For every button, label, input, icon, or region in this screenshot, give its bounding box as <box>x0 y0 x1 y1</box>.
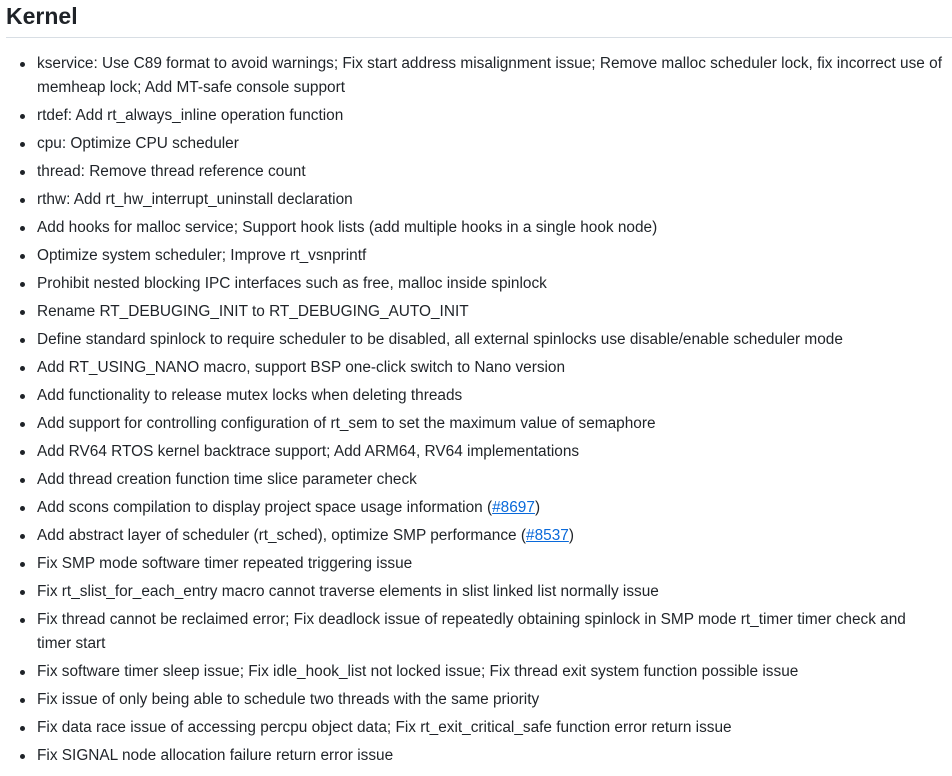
list-item-text: Fix rt_slist_for_each_entry macro cannot traverse elements in slist linked list normally issue <box>37 583 659 600</box>
list-item-text: Add hooks for malloc service; Support hook lists (add multiple hooks in a single hook node) <box>37 219 658 236</box>
list-item <box>0 104 952 128</box>
bullet-icon <box>20 450 25 455</box>
list-item-text: Prohibit nested blocking IPC interfaces such as free, malloc inside spinlock <box>37 275 547 292</box>
list-item <box>0 384 952 408</box>
bullet-icon <box>20 534 25 539</box>
bullet-icon <box>20 506 25 511</box>
bullet-icon <box>20 698 25 703</box>
heading-divider <box>6 37 952 38</box>
list-item-text: Fix issue of only being able to schedule two threads with the same priority <box>37 691 540 708</box>
list-item-text: Fix data race issue of accessing percpu object data; Fix rt_exit_critical_safe function error return issue <box>37 719 732 736</box>
list-item-text: Add RV64 RTOS kernel backtrace support; Add ARM64, RV64 implementations <box>37 443 580 460</box>
list-item-text: Fix SIGNAL node allocation failure return error issue <box>37 747 394 764</box>
list-item <box>0 524 952 548</box>
list-item-text-continued: timer start <box>37 635 106 652</box>
list-item <box>0 468 952 492</box>
bullet-icon <box>20 754 25 759</box>
bullet-icon <box>20 226 25 231</box>
list-item-text: Fix thread cannot be reclaimed error; Fix deadlock issue of repeatedly obtaining spinlock in SMP mode rt_timer timer check and <box>37 611 906 628</box>
list-item-text: rthw: Add rt_hw_interrupt_uninstall declaration <box>37 191 353 208</box>
list-item-text: Add support for controlling configuration of rt_sem to set the maximum value of semaphore <box>37 415 656 432</box>
list-item-text: Rename RT_DEBUGING_INIT to RT_DEBUGING_AUTO_INIT <box>37 303 469 320</box>
list-item-text: cpu: Optimize CPU scheduler <box>37 135 239 152</box>
bullet-icon <box>20 198 25 203</box>
bullet-icon <box>20 310 25 315</box>
list-item-text: rtdef: Add rt_always_inline operation function <box>37 107 344 124</box>
bullet-icon <box>20 142 25 147</box>
list-item <box>0 412 952 436</box>
list-item <box>0 160 952 184</box>
list-item <box>0 52 952 100</box>
list-item <box>0 552 952 576</box>
bullet-icon <box>20 394 25 399</box>
bullet-icon <box>20 170 25 175</box>
bullet-icon <box>20 618 25 623</box>
list-item <box>0 744 952 768</box>
list-item-text: Add thread creation function time slice parameter check <box>37 471 417 488</box>
list-item <box>0 244 952 268</box>
list-item-text: Add functionality to release mutex locks when deleting threads <box>37 387 463 404</box>
list-item-text: Add abstract layer of scheduler (rt_sched), optimize SMP performance ( <box>37 527 527 544</box>
list-item-text: Add scons compilation to display project space usage information ( <box>37 499 493 516</box>
list-item <box>0 132 952 156</box>
list-item <box>0 660 952 684</box>
bullet-icon <box>20 726 25 731</box>
bullet-icon <box>20 670 25 675</box>
list-item-text-suffix: ) <box>568 527 574 544</box>
changelog-list <box>0 52 952 772</box>
list-item-text: Fix SMP mode software timer repeated triggering issue <box>37 555 413 572</box>
list-item <box>0 688 952 712</box>
issue-link-8697[interactable]: #8697 <box>492 499 535 516</box>
list-item <box>0 440 952 464</box>
bullet-icon <box>20 114 25 119</box>
list-item <box>0 608 952 656</box>
list-item <box>0 328 952 352</box>
list-item <box>0 580 952 604</box>
list-item <box>0 496 952 520</box>
issue-link-8537[interactable]: #8537 <box>526 527 569 544</box>
bullet-icon <box>20 422 25 427</box>
list-item <box>0 188 952 212</box>
bullet-icon <box>20 62 25 67</box>
list-item <box>0 356 952 380</box>
bullet-icon <box>20 366 25 371</box>
list-item <box>0 716 952 740</box>
list-item-text: Define standard spinlock to require scheduler to be disabled, all external spinlocks use disable/enable scheduler mode <box>37 331 843 348</box>
list-item-text: kservice: Use C89 format to avoid warnings; Fix start address misalignment issue; Remove malloc scheduler lock, fix incorrect use of <box>37 55 942 72</box>
list-item <box>0 272 952 296</box>
bullet-icon <box>20 254 25 259</box>
list-item-text: Optimize system scheduler; Improve rt_vsnprintf <box>37 247 367 264</box>
bullet-icon <box>20 338 25 343</box>
list-item-text-suffix: ) <box>534 499 541 516</box>
bullet-icon <box>20 562 25 567</box>
bullet-icon <box>20 282 25 287</box>
bullet-icon <box>20 478 25 483</box>
list-item-text: thread: Remove thread reference count <box>37 163 306 180</box>
list-item <box>0 300 952 324</box>
section-heading: Kernel <box>6 3 78 29</box>
list-item-text: Fix software timer sleep issue; Fix idle_hook_list not locked issue; Fix thread exit system function possible issue <box>37 663 799 680</box>
list-item-text-continued: memheap lock; Add MT-safe console support <box>37 79 345 96</box>
list-item-text: Add RT_USING_NANO macro, support BSP one-click switch to Nano version <box>37 359 566 376</box>
bullet-icon <box>20 590 25 595</box>
list-item <box>0 216 952 240</box>
